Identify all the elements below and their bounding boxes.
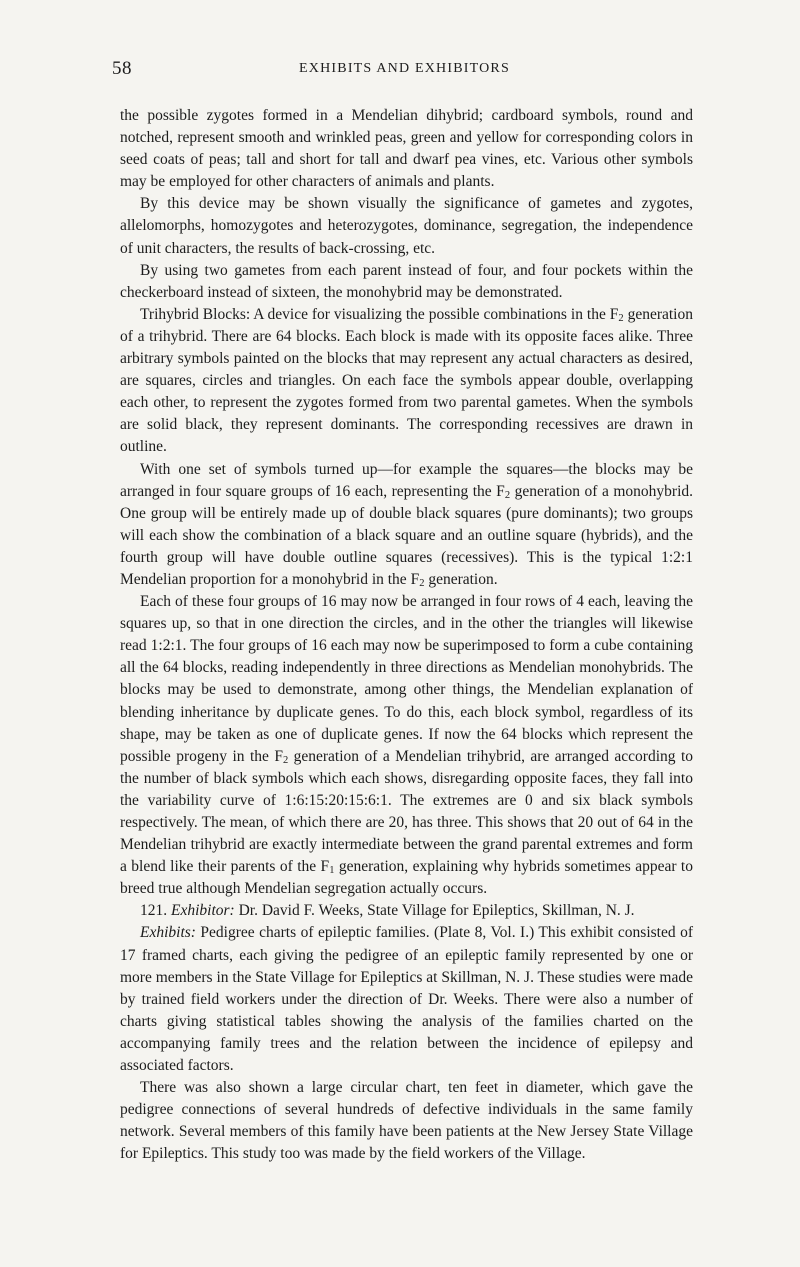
paragraph-four-groups [120, 591, 693, 900]
exhibits-label: Exhibits: [140, 924, 196, 942]
paragraph-text: By using two gametes from each parent instead of four, and four pockets within the checkerboard instead of sixteen, the monohybrid may be demonstrated. [120, 261, 693, 301]
paragraph-device-significance [120, 193, 693, 259]
page-header [112, 58, 697, 82]
body-text [120, 105, 693, 1166]
paragraph-text: generation of a Mendelian trihybrid, are arranged according to the number of black symbols which each shows, disregarding opposite faces, they fall into the variability curve of 1:6:15:20:15:6:1. The extremes are 0 and six black symbols respectively. The mean, of which there are 20, has three. This shows that 20 out of 64 in the Mendelian trihybrid are exactly intermediate between the grand parental extremes and form a blend like their parents of the F [120, 747, 693, 876]
running-head: EXHIBITS AND EXHIBITORS [299, 61, 510, 76]
paragraph-exhibits-121 [120, 922, 693, 1077]
paragraph-text: generation of a trihybrid. There are 64 blocks. Each block is made with its opposite faces alike. Three arbitrary symbols painted on the blocks that may represent any actual characters as desired, are squares, circles and triangles. On each face the symbols appear double, overlapping each other, to represent the zygotes formed from two parental gametes. When the symbols are solid black, they represent dominants. The corresponding recessives are drawn in outline. [120, 305, 693, 456]
paragraph-text: With one set of symbols turned up—for example the squares—the blocks may be arranged in four square groups of 16 each, representing the F [120, 460, 693, 500]
paragraph-text: the possible zygotes formed in a Mendelian dihybrid; cardboard symbols, round and notched, represent smooth and wrinkled peas, green and yellow for corresponding colors in seed coats of peas; tall and short for tall and dwarf pea vines, etc. Various other symbols may be employed for other characters of animals and plants. [120, 107, 693, 191]
subscript: 1 [329, 865, 335, 877]
paragraph-text: Each of these four groups of 16 may now be arranged in four rows of 4 each, leaving the squares up, so that in one direction the circles, and in the other the triangles will likewise read 1:2:1. The four groups of 16 each may now be superimposed to form a cube containing all the 64 blocks, reading independently in three directions as Mendelian monohybrids. The blocks may be used to demonstrate, among other things, the Mendelian explanation of blending inheritance by duplicate genes. To do this, each block symbol, regardless of its shape, may be taken as one of duplicate genes. If now the 64 blocks which represent the possible progeny in the F [120, 593, 693, 765]
paragraph-text: Trihybrid Blocks: A device for visualizing the possible combinations in the F [140, 305, 619, 323]
subscript: 2 [419, 577, 425, 589]
paragraph-text: generation of a monohybrid. One group will be entirely made up of double black squares (pure dominants); two groups will each show the combination of a black square and an outline square (hybrids), and the fourth group will have double outline squares (recessives). This is the typical 1:2:1 Mendelian proportion for a monohybrid in the F [120, 482, 694, 588]
page-number: 58 [112, 58, 132, 79]
paragraph-square-groups [120, 459, 693, 592]
subscript: 2 [504, 489, 511, 501]
paragraph-circular-chart [120, 1077, 693, 1165]
paragraph-text: generation, explaining why hybrids sometimes appear to breed true although Mendelian segregation actually occurs. [120, 858, 693, 898]
paragraph-trihybrid-blocks [120, 304, 693, 459]
subscript: 2 [618, 312, 624, 324]
paragraph-text: generation. [424, 570, 498, 588]
entry-number: 121. [140, 902, 171, 920]
exhibitor-label: Exhibitor: [171, 902, 235, 920]
paragraph-exhibitor-121 [120, 900, 693, 922]
subscript: 2 [282, 754, 289, 766]
paragraph-text: By this device may be shown visually the significance of gametes and zygotes, allelomorphs, homozygotes and heterozygotes, dominance, segregation, the independence of unit characters, the results of back-crossing, etc. [120, 195, 693, 257]
paragraph-text: Pedigree charts of epileptic families. (Plate 8, Vol. I.) This exhibit consisted of 17 framed charts, each giving the pedigree of an epileptic family represented by one or more members in the State Village for Epileptics at Skillman, N. J. These studies were made by trained field workers under the direction of Dr. Weeks. There were also a number of charts giving statistical tables showing the analysis of the families charted on the accompanying family trees and the relation between the incidence of epilepsy and associated factors. [120, 924, 693, 1075]
paragraph-text: There was also shown a large circular chart, ten feet in diameter, which gave the pedigree connections of several hundreds of defective individuals in the same family network. Several members of this family have been patients at the New Jersey State Village for Epileptics. This study too was made by the field workers of the Village. [120, 1079, 693, 1163]
paragraph-dihybrid-symbols [120, 105, 693, 193]
paragraph-monohybrid [120, 260, 693, 304]
paragraph-text: Dr. David F. Weeks, State Village for Epileptics, Skillman, N. J. [234, 902, 635, 920]
